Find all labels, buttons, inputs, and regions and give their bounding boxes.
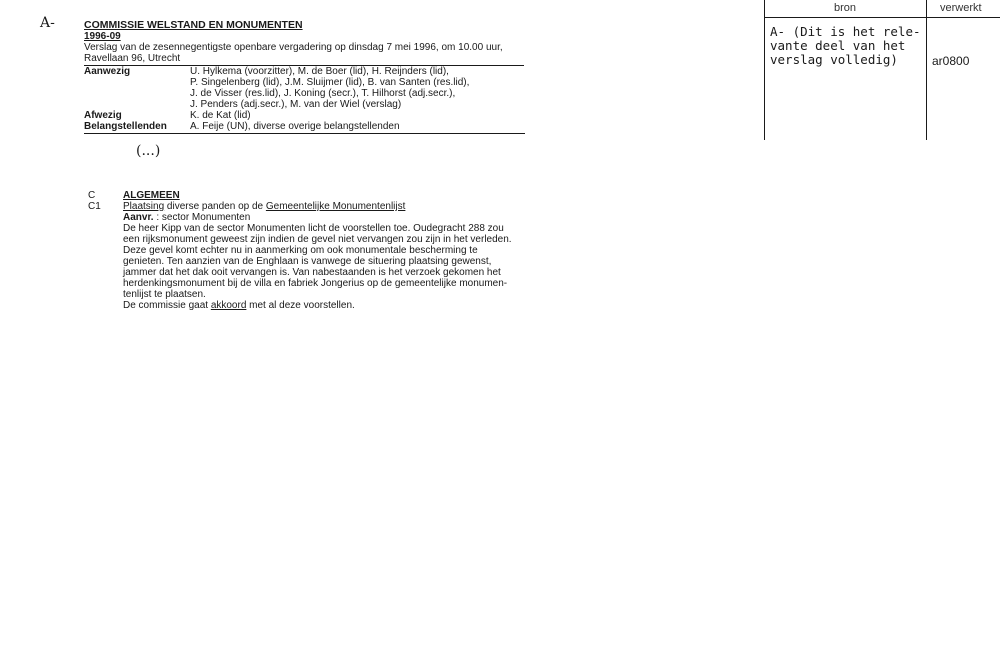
section-title: ALGEMEEN [123,190,180,201]
margin-marker: A- [40,15,55,31]
item-title-keyword: Plaatsing [123,201,165,212]
body-line: genieten. Ten aanzien van de Enghlaan is vanwege de situering plaatsing gewenst, [123,256,492,267]
applicant-label: Aanvr. [123,212,154,223]
attendance-line: U. Hylkema (voorzitter), M. de Boer (lid), H. Reijnders (lid), [190,66,449,77]
conclusion-line [123,300,528,311]
attendance-line: J. Penders (adj.secr.), M. van der Wiel (verslag) [190,99,402,110]
attendance-label: Aanwezig [84,66,131,77]
minutes-header [84,20,524,134]
attendance-guests [84,121,524,132]
committee-title: COMMISSIE WELSTAND EN MONUMENTEN [84,19,303,31]
processed-code: ar0800 [932,54,970,68]
omission-marker: (...) [136,143,161,159]
body-line: De heer Kipp van de sector Monumenten licht de voorstellen toe. Oudegracht 288 zou [123,223,504,234]
attendance-label: Afwezig [84,110,122,121]
conclusion-tail: met al deze voorstellen. [246,300,355,311]
attendance-label: Belangstellenden [84,121,167,132]
item-body [123,223,528,300]
attendance-line: A. Feije (UN), diverse overige belangstellenden [190,121,400,132]
source-panel [764,0,1000,140]
meeting-code: 1996-09 [84,31,121,42]
item-title-text: diverse panden op de [164,201,266,212]
attendance-line: P. Singelenberg (lid), J.M. Sluijmer (lid), B. van Santen (res.lid), [190,77,470,88]
body-line: herdenkingsmonument bij de villa en fabriek Jongerius op de gemeentelijke monumen- [123,278,508,289]
source-note [770,25,921,67]
body-line: een rijksmonument geweest zijn indien de gevel niet vervangen zou zijn in het verleden. [123,234,512,245]
source-note-line: verslag volledig) [770,52,898,67]
section-code: C [88,190,96,201]
attendance-present [84,66,524,110]
item-title-list: Gemeentelijke Monumentenlijst [265,201,406,212]
source-note-line: vante deel van het [770,38,906,53]
meeting-address: Ravellaan 96, Utrecht [84,53,181,64]
column-header-bron: bron [834,2,857,14]
panel-column-divider [926,0,927,140]
conclusion-decision: akkoord [210,300,247,311]
panel-header-rule [764,17,1000,18]
body-line: tenlijst te plaatsen. [123,289,206,300]
item-code: C1 [88,201,101,212]
body-line: Deze gevel komt echter nu in aanmerking om ook monumentale bescherming te [123,245,478,256]
item-title [123,201,528,212]
attendance-absent [84,110,524,121]
section-general [88,190,528,311]
body-line: jammer dat het dak ooit vervangen is. Van nabestaanden is het verzoek gekomen het [123,267,501,278]
applicant-line [123,212,528,223]
attendance-line: K. de Kat (lid) [190,110,251,121]
conclusion-text: De commissie gaat [123,300,211,311]
panel-border-left [764,0,765,140]
attendance-divider [84,133,525,134]
applicant-value: : sector Monumenten [153,212,251,223]
column-header-verwerkt: verwerkt [940,2,982,14]
meeting-line: Verslag van de zesennegentigste openbare vergadering op dinsdag 7 mei 1996, om 10.00 uur, [84,42,503,53]
attendance-line: J. de Visser (res.lid), J. Koning (secr.), T. Hilhorst (adj.secr.), [190,88,456,99]
source-note-line: A- (Dit is het rele- [770,24,921,39]
